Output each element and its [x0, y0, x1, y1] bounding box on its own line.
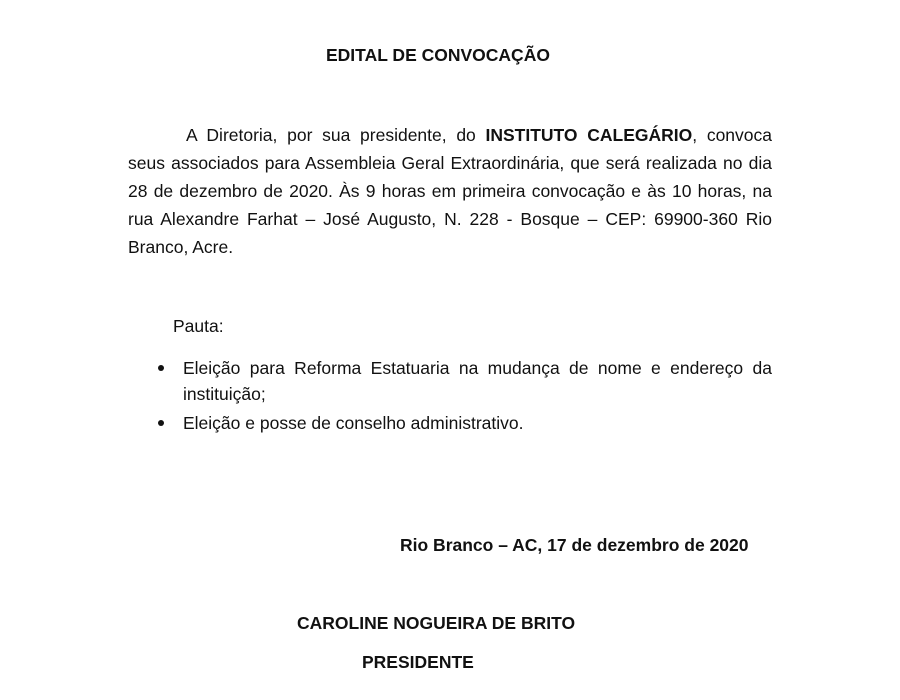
agenda-item-text: Eleição e posse de conselho administrativo.	[183, 413, 524, 433]
signer-role: PRESIDENTE	[362, 652, 474, 672]
paragraph-body: , convoca seus associados para Assembleia Geral Extraordinária, que será realizada no dia 28 de dezembro de 2020. Às 9 horas em primeira convocação e às 10 horas, na rua Alexandre Farhat – José Augusto, N. 228 - Bosque – CEP: 69900-360 Rio Branco, Acre.	[128, 125, 772, 257]
agenda-item-text: Eleição para Reforma Estatuaria na mudança de nome e endereço da instituição;	[183, 358, 772, 404]
bullet-icon	[158, 420, 164, 426]
document-title: EDITAL DE CONVOCAÇÃO	[326, 45, 550, 65]
agenda-item	[150, 355, 772, 407]
bullet-icon	[158, 365, 164, 371]
agenda-label: Pauta:	[173, 316, 224, 336]
paragraph-intro: A Diretoria, por sua presidente, do	[186, 125, 486, 145]
convocation-paragraph	[128, 121, 772, 261]
agenda-item	[150, 410, 772, 436]
place-and-date: Rio Branco – AC, 17 de dezembro de 2020	[400, 535, 749, 555]
signer-name: CAROLINE NOGUEIRA DE BRITO	[297, 613, 576, 633]
institute-name: INSTITUTO CALEGÁRIO	[485, 125, 693, 145]
agenda-list	[150, 355, 772, 439]
